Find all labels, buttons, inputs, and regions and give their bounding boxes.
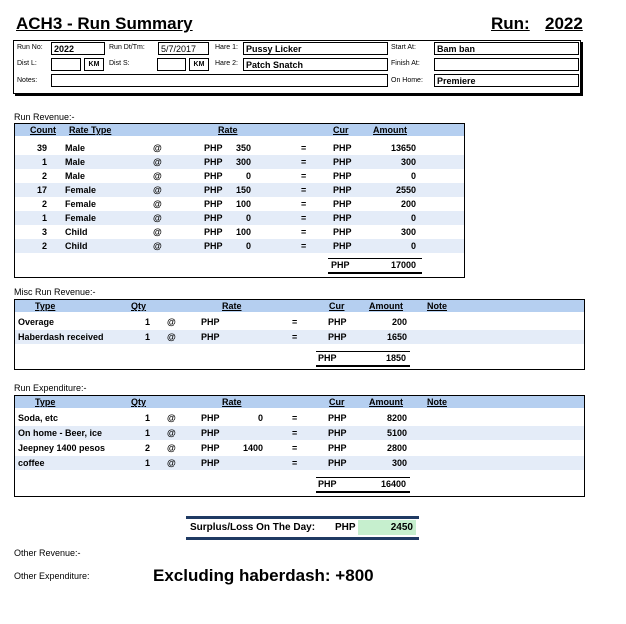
col-type: Type xyxy=(35,301,56,311)
page-title: ACH3 - Run Summary xyxy=(16,14,193,33)
rate-type-cell: Female xyxy=(65,185,97,195)
type-cell: Haberdash received xyxy=(18,332,104,342)
rate-type-cell: Male xyxy=(65,143,86,153)
rate-currency: PHP xyxy=(201,443,220,453)
at-symbol: @ xyxy=(153,213,162,223)
col-cur: Cur xyxy=(329,301,345,311)
qty-cell: 1 xyxy=(144,332,150,342)
currency-cell: PHP xyxy=(328,428,347,438)
equals-sign: = xyxy=(301,241,307,251)
col-cur: Cur xyxy=(333,125,349,135)
amount-cell: 2800 xyxy=(386,443,407,453)
rate-currency: PHP xyxy=(204,213,223,223)
type-cell: On home - Beer, ice xyxy=(18,428,103,438)
at-symbol: @ xyxy=(153,199,162,209)
currency-cell: PHP xyxy=(333,185,352,195)
currency-cell: PHP xyxy=(328,317,347,327)
rate-cell: 300 xyxy=(235,157,251,167)
type-cell: Overage xyxy=(18,317,55,327)
finish-label: Finish At: xyxy=(391,60,420,67)
table-header xyxy=(15,124,464,136)
table-row xyxy=(15,441,584,455)
qty-cell: 1 xyxy=(144,428,150,438)
km-unit: KM xyxy=(84,58,104,71)
km-unit: KM xyxy=(189,58,209,71)
surplus-loss-box xyxy=(186,516,419,540)
total-currency: PHP xyxy=(331,260,350,270)
col-amount: Amount xyxy=(369,301,403,311)
total-amount: 1850 xyxy=(385,353,406,363)
equals-sign: = xyxy=(292,428,298,438)
dist-s-label: Dist S: xyxy=(109,60,130,67)
amount-cell: 0 xyxy=(410,171,416,181)
count-cell: 1 xyxy=(41,213,47,223)
rate-type-cell: Female xyxy=(65,199,97,209)
count-cell: 1 xyxy=(41,157,47,167)
col-qty: Qty xyxy=(131,397,147,407)
other-revenue-label: Other Revenue:- xyxy=(14,548,81,558)
amount-cell: 2550 xyxy=(395,185,416,195)
equals-sign: = xyxy=(292,443,298,453)
table-row xyxy=(15,426,584,440)
at-symbol: @ xyxy=(153,185,162,195)
currency-cell: PHP xyxy=(328,413,347,423)
table-row xyxy=(15,411,584,425)
haberdash-note: Excluding haberdash: +800 xyxy=(153,566,374,585)
rate-cell: 0 xyxy=(245,171,251,181)
hare1-field[interactable]: Pussy Licker xyxy=(243,42,388,55)
total-amount: 16400 xyxy=(380,479,406,489)
col-rate: Rate xyxy=(222,397,242,407)
rate-cell: 0 xyxy=(245,213,251,223)
type-cell: Jeepney 1400 pesos xyxy=(18,443,106,453)
type-cell: coffee xyxy=(18,458,45,468)
misc-revenue-title: Misc Run Revenue:- xyxy=(14,287,96,297)
at-symbol: @ xyxy=(167,428,176,438)
amount-cell: 1650 xyxy=(386,332,407,342)
count-cell: 2 xyxy=(41,241,47,251)
col-cur: Cur xyxy=(329,397,345,407)
rate-currency: PHP xyxy=(201,428,220,438)
currency-cell: PHP xyxy=(333,171,352,181)
rate-cell: 100 xyxy=(235,199,251,209)
rate-cell: 0 xyxy=(245,241,251,251)
misc-revenue-total xyxy=(316,351,410,367)
hare2-label: Hare 2: xyxy=(215,60,238,67)
equals-sign: = xyxy=(301,213,307,223)
equals-sign: = xyxy=(301,199,307,209)
qty-cell: 2 xyxy=(144,443,150,453)
table-header xyxy=(15,300,584,312)
notes-label: Notes: xyxy=(17,77,38,84)
count-cell: 3 xyxy=(41,227,47,237)
col-amount: Amount xyxy=(369,397,403,407)
rate-currency: PHP xyxy=(204,185,223,195)
surplus-value: 2450 xyxy=(390,522,413,533)
currency-cell: PHP xyxy=(333,199,352,209)
table-row xyxy=(15,330,584,344)
equals-sign: = xyxy=(292,413,298,423)
equals-sign: = xyxy=(301,143,307,153)
hare2-field[interactable]: Patch Snatch xyxy=(243,58,388,71)
amount-cell: 8200 xyxy=(386,413,407,423)
count-cell: 17 xyxy=(36,185,47,195)
equals-sign: = xyxy=(301,185,307,195)
surplus-label: Surplus/Loss On The Day: xyxy=(190,522,316,533)
run-dt-label: Run Dt/Tm: xyxy=(109,44,145,51)
currency-cell: PHP xyxy=(333,241,352,251)
type-cell: Soda, etc xyxy=(18,413,59,423)
start-label: Start At: xyxy=(391,44,416,51)
amount-cell: 0 xyxy=(410,241,416,251)
rate-type-cell: Child xyxy=(65,241,88,251)
rate-currency: PHP xyxy=(204,157,223,167)
at-symbol: @ xyxy=(167,413,176,423)
rate-cell: 350 xyxy=(235,143,251,153)
currency-cell: PHP xyxy=(333,227,352,237)
amount-cell: 300 xyxy=(400,157,416,167)
rate-currency: PHP xyxy=(204,143,223,153)
dist-s-field[interactable] xyxy=(157,58,186,71)
table-row xyxy=(15,183,464,197)
expenditure-title: Run Expenditure:- xyxy=(14,383,87,393)
surplus-currency: PHP xyxy=(335,522,356,533)
table-row xyxy=(15,155,464,169)
total-currency: PHP xyxy=(318,479,337,489)
rate-cell: 150 xyxy=(235,185,251,195)
at-symbol: @ xyxy=(153,157,162,167)
count-cell: 39 xyxy=(36,143,47,153)
dist-l-label: Dist L: xyxy=(17,60,37,67)
col-note: Note xyxy=(427,301,447,311)
rate-type-cell: Male xyxy=(65,157,86,167)
finish-field[interactable] xyxy=(434,58,579,71)
currency-cell: PHP xyxy=(328,458,347,468)
currency-cell: PHP xyxy=(328,332,347,342)
equals-sign: = xyxy=(301,227,307,237)
table-row xyxy=(15,169,464,183)
other-expenditure-label: Other Expenditure: xyxy=(14,571,90,581)
at-symbol: @ xyxy=(167,458,176,468)
start-field[interactable]: Bam ban xyxy=(434,42,579,55)
amount-cell: 5100 xyxy=(386,428,407,438)
count-cell: 2 xyxy=(41,171,47,181)
run-no-label: Run No: xyxy=(17,44,43,51)
amount-cell: 13650 xyxy=(390,143,416,153)
expenditure-total xyxy=(316,477,410,493)
on-home-label: On Home: xyxy=(391,77,423,84)
table-row xyxy=(15,239,464,253)
run-dt-field[interactable]: 5/7/2017 xyxy=(158,42,209,55)
count-cell: 2 xyxy=(41,199,47,209)
amount-cell: 300 xyxy=(391,458,407,468)
rate-type-cell: Female xyxy=(65,213,97,223)
rate-currency: PHP xyxy=(201,317,220,327)
rate-cell: 100 xyxy=(235,227,251,237)
amount-cell: 0 xyxy=(410,213,416,223)
equals-sign: = xyxy=(292,458,298,468)
total-amount: 17000 xyxy=(390,260,416,270)
qty-cell: 1 xyxy=(144,458,150,468)
at-symbol: @ xyxy=(153,143,162,153)
rate-currency: PHP xyxy=(204,241,223,251)
rate-currency: PHP xyxy=(201,332,220,342)
at-symbol: @ xyxy=(153,171,162,181)
expenditure-table xyxy=(14,395,585,497)
col-rate: Rate xyxy=(218,125,238,135)
rate-currency: PHP xyxy=(201,458,220,468)
col-rate: Rate xyxy=(222,301,242,311)
at-symbol: @ xyxy=(167,317,176,327)
col-type: Type xyxy=(35,397,56,407)
equals-sign: = xyxy=(292,332,298,342)
rate-currency: PHP xyxy=(204,199,223,209)
col-count: Count xyxy=(30,125,56,135)
amount-cell: 200 xyxy=(400,199,416,209)
table-header xyxy=(15,396,584,408)
rate-type-cell: Child xyxy=(65,227,88,237)
rate-type-cell: Male xyxy=(65,171,86,181)
equals-sign: = xyxy=(292,317,298,327)
run-revenue-title: Run Revenue:- xyxy=(14,112,75,122)
hare1-label: Hare 1: xyxy=(215,44,238,51)
col-amount: Amount xyxy=(373,125,407,135)
rate-currency: PHP xyxy=(204,227,223,237)
currency-cell: PHP xyxy=(333,157,352,167)
qty-cell: 1 xyxy=(144,317,150,327)
run-label: Run: xyxy=(491,14,530,33)
table-row xyxy=(15,456,584,470)
run-no-field[interactable]: 2022 xyxy=(51,42,105,55)
run-number: 2022 xyxy=(545,14,583,33)
qty-cell: 1 xyxy=(144,413,150,423)
equals-sign: = xyxy=(301,157,307,167)
notes-field[interactable] xyxy=(51,74,388,87)
col-qty: Qty xyxy=(131,301,147,311)
rate-cell: 0 xyxy=(257,413,263,423)
amount-cell: 300 xyxy=(400,227,416,237)
rate-currency: PHP xyxy=(204,171,223,181)
run-revenue-table xyxy=(14,123,465,278)
total-currency: PHP xyxy=(318,353,337,363)
table-row xyxy=(15,225,464,239)
table-row xyxy=(15,211,464,225)
equals-sign: = xyxy=(301,171,307,181)
currency-cell: PHP xyxy=(333,143,352,153)
table-row xyxy=(15,315,584,329)
run-info-box xyxy=(13,40,581,94)
run-revenue-total xyxy=(328,258,422,274)
dist-l-field[interactable] xyxy=(51,58,81,71)
currency-cell: PHP xyxy=(328,443,347,453)
at-symbol: @ xyxy=(153,241,162,251)
rate-currency: PHP xyxy=(201,413,220,423)
table-row xyxy=(15,141,464,155)
at-symbol: @ xyxy=(167,332,176,342)
currency-cell: PHP xyxy=(333,213,352,223)
table-row xyxy=(15,197,464,211)
at-symbol: @ xyxy=(167,443,176,453)
on-home-field[interactable]: Premiere xyxy=(434,74,579,87)
rate-cell: 1400 xyxy=(242,443,263,453)
amount-cell: 200 xyxy=(391,317,407,327)
col-note: Note xyxy=(427,397,447,407)
col-rate-type: Rate Type xyxy=(69,125,112,135)
at-symbol: @ xyxy=(153,227,162,237)
misc-revenue-table xyxy=(14,299,585,370)
